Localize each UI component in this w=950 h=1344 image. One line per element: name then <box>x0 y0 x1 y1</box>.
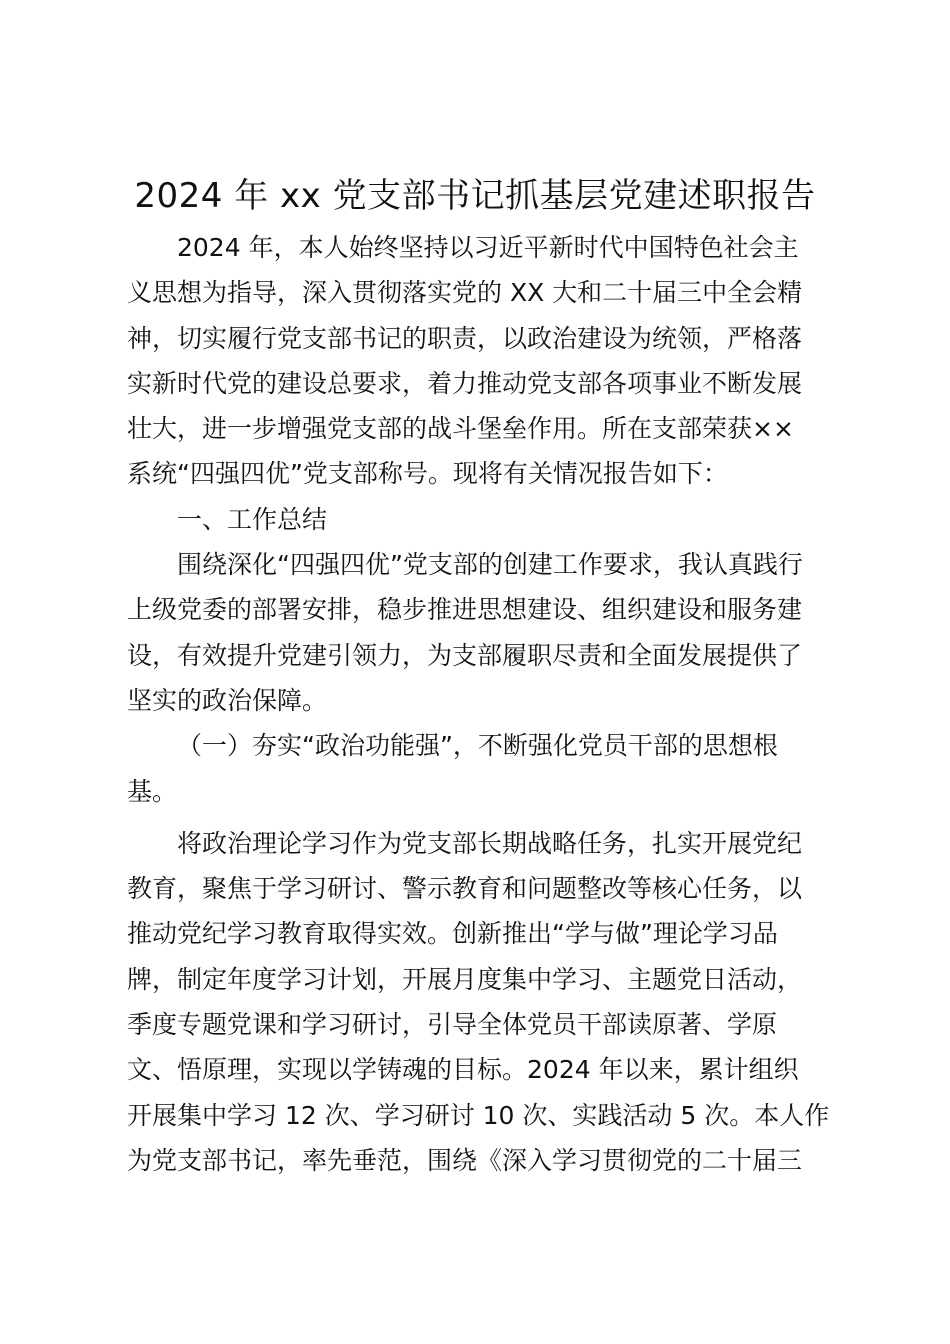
paragraph-line: 义思想为指导，深入贯彻落实党的 XX 大和二十届三中全会精 <box>127 278 803 308</box>
subsection-heading-continued: 基。 <box>127 776 178 806</box>
paragraph-line: 2024 年，本人始终坚持以习近平新时代中国特色社会主 <box>177 233 799 262</box>
section-heading: 一、工作总结 <box>177 504 328 534</box>
paragraph-line: 季度专题党课和学习研讨，引导全体党员干部读原著、学原 <box>127 1010 778 1040</box>
paragraph-line: 推动党纪学习教育取得实效。创新推出“学与做”理论学习品 <box>127 919 778 949</box>
paragraph-line: 系统“四强四优”党支部称号。现将有关情况报告如下： <box>127 459 728 489</box>
paragraph-line: 牌，制定年度学习计划，开展月度集中学习、主题党日活动， <box>127 964 803 994</box>
document-title: 2024 年 xx 党支部书记抓基层党建述职报告 <box>134 176 816 216</box>
paragraph-line: 将政治理论学习作为党支部长期战略任务，扎实开展党纪 <box>177 828 803 858</box>
paragraph-line: 上级党委的部署安排，稳步推进思想建设、组织建设和服务建 <box>127 595 803 625</box>
paragraph-spacer <box>127 814 837 821</box>
paragraph-line: 神，切实履行党支部书记的职责，以政治建设为统领，严格落 <box>127 323 803 353</box>
paragraph-line: 文、悟原理，实现以学铸魂的目标。2024 年以来，累计组织 <box>127 1055 799 1085</box>
paragraph-line: 围绕深化“四强四优”党支部的创建工作要求，我认真践行 <box>177 550 803 580</box>
document-body <box>127 225 837 1183</box>
paragraph-line: 坚实的政治保障。 <box>127 685 328 715</box>
paragraph-line: 为党支部书记，率先垂范，围绕《深入学习贯彻党的二十届三 <box>127 1145 803 1175</box>
subsection-heading: （一）夯实“政治功能强”，不断强化党员干部的思想根 <box>177 731 778 761</box>
paragraph-line: 开展集中学习 12 次、学习研讨 10 次、实践活动 5 次。本人作 <box>127 1100 830 1130</box>
paragraph-line: 实新时代党的建设总要求，着力推动党支部各项事业不断发展 <box>127 368 803 398</box>
paragraph-line: 壮大，进一步增强党支部的战斗堡垒作用。所在支部荣获×× <box>127 414 794 444</box>
paragraph-line: 教育，聚焦于学习研讨、警示教育和问题整改等核心任务，以 <box>127 874 803 904</box>
paragraph-line: 设，有效提升党建引领力，为支部履职尽责和全面发展提供了 <box>127 640 803 670</box>
